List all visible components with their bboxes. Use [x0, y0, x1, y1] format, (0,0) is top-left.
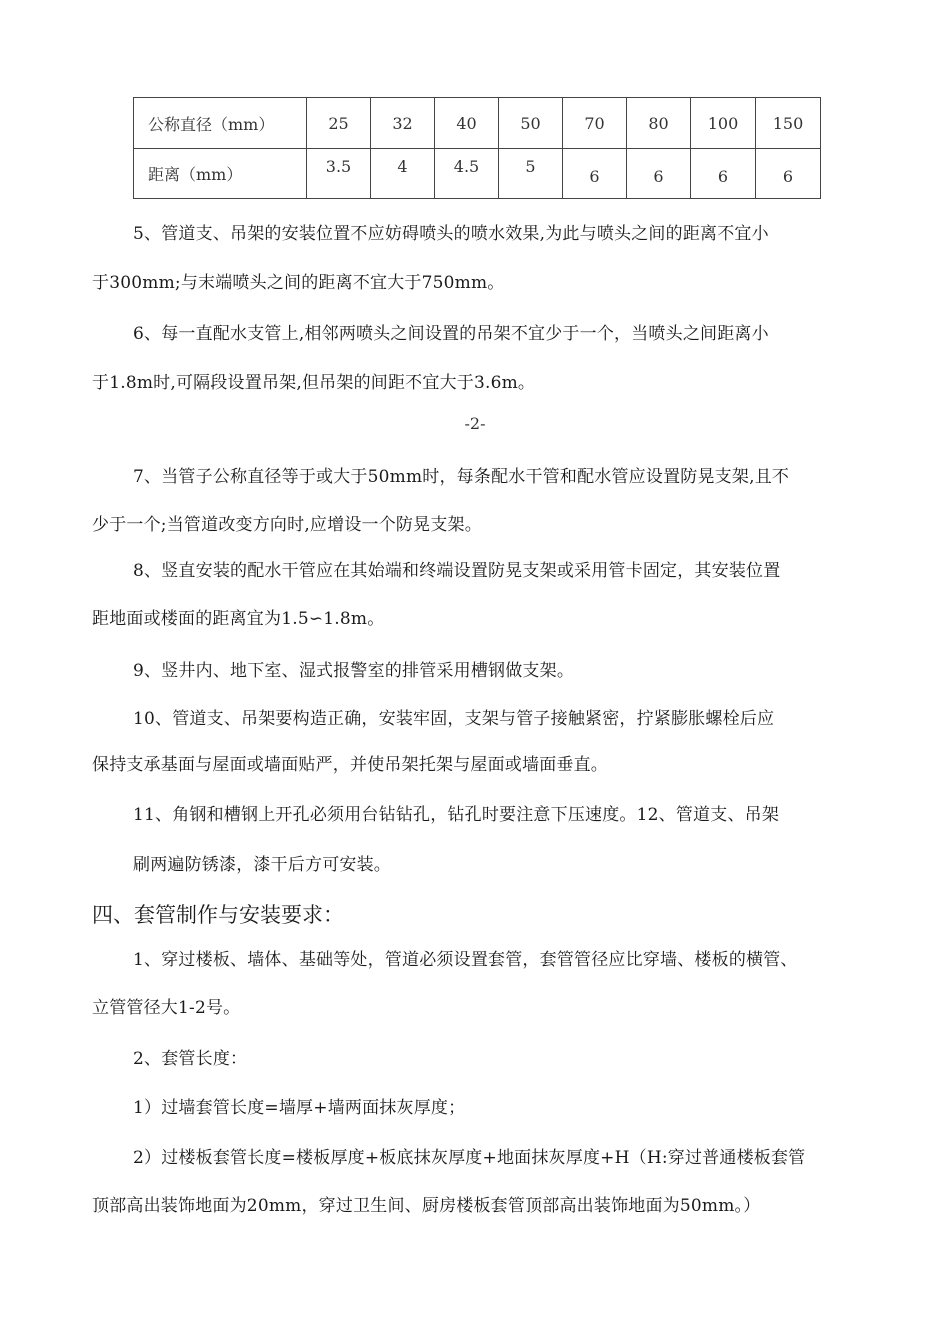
paragraph-8-line-1: 8、竖直安装的配水干管应在其始端和终端设置防晃支架或采用管卡固定，其安装位置 — [133, 561, 781, 581]
section-item-2-2-line-1: 2）过楼板套管长度=楼板厚度+板底抹灰厚度+地面抹灰厚度+H（H:穿过普通楼板套管 — [133, 1148, 806, 1168]
table-row — [134, 98, 821, 149]
paragraph-7-line-1: 7、当管子公称直径等于或大于50mm时，每条配水干管和配水管应设置防晃支架,且不 — [133, 467, 790, 487]
table-cell: 5 — [499, 149, 563, 199]
table-cell: 3.5 — [307, 149, 371, 199]
table-cell: 6 — [756, 149, 821, 199]
table-cell: 70 — [563, 98, 627, 149]
table-cell: 40 — [435, 98, 499, 149]
table-cell: 4 — [371, 149, 435, 199]
table-cell: 6 — [691, 149, 756, 199]
paragraph-10-line-1: 10、管道支、吊架要构造正确，安装牢固，支架与管子接触紧密，拧紧膨胀螺栓后应 — [133, 709, 775, 729]
paragraph-11-line-1: 11、角钢和槽钢上开孔必须用台钻钻孔，钻孔时要注意下压速度。12、管道支、吊架 — [133, 805, 780, 825]
section-item-2-1: 1）过墙套管长度=墙厚+墙两面抹灰厚度； — [133, 1098, 466, 1118]
paragraph-8-line-2: 距地面或楼面的距离宜为1.5∽1.8m。 — [92, 609, 385, 629]
table-row — [134, 149, 821, 199]
paragraph-11-line-2: 刷两遍防锈漆，漆干后方可安装。 — [133, 855, 391, 875]
diameter-distance-table — [133, 97, 821, 199]
paragraph-7-line-2: 少于一个;当管道改变方向时,应增设一个防晃支架。 — [92, 515, 482, 535]
section-heading: 四、套管制作与安装要求： — [92, 903, 344, 927]
table-cell: 150 — [756, 98, 821, 149]
table-cell: 6 — [563, 149, 627, 199]
section-item-1-line-1: 1、穿过楼板、墙体、基础等处，管道必须设置套管，套管管径应比穿墙、楼板的横管、 — [133, 950, 798, 970]
paragraph-10-line-2: 保持支承基面与屋面或墙面贴严，并使吊架托架与屋面或墙面垂直。 — [92, 755, 608, 775]
paragraph-6-line-1: 6、每一直配水支管上,相邻两喷头之间设置的吊架不宜少于一个，当喷头之间距离小 — [133, 324, 769, 344]
table-cell: 50 — [499, 98, 563, 149]
page-number: -2- — [464, 414, 486, 433]
table-cell: 32 — [371, 98, 435, 149]
table-cell: 25 — [307, 98, 371, 149]
paragraph-5-line-2: 于300mm;与末端喷头之间的距离不宜大于750mm。 — [92, 273, 505, 293]
table-cell: 100 — [691, 98, 756, 149]
row-header-diameter: 公称直径（mm） — [134, 98, 307, 149]
paragraph-6-line-2: 于1.8m时,可隔段设置吊架,但吊架的间距不宜大于3.6m。 — [92, 373, 536, 393]
paragraph-5-line-1: 5、管道支、吊架的安装位置不应妨碍喷头的喷水效果,为此与喷头之间的距离不宜小 — [133, 224, 769, 244]
section-item-2-2-line-2: 顶部高出装饰地面为20mm，穿过卫生间、厨房楼板套管顶部高出装饰地面为50mm。） — [92, 1196, 761, 1216]
row-header-distance: 距离（mm） — [134, 149, 307, 199]
table-cell: 4.5 — [435, 149, 499, 199]
section-item-2: 2、套管长度： — [133, 1049, 248, 1069]
table-cell: 6 — [627, 149, 691, 199]
table-cell: 80 — [627, 98, 691, 149]
section-item-1-line-2: 立管管径大1-2号。 — [92, 998, 241, 1018]
paragraph-9: 9、竖井内、地下室、湿式报警室的排管采用槽钢做支架。 — [133, 661, 575, 681]
